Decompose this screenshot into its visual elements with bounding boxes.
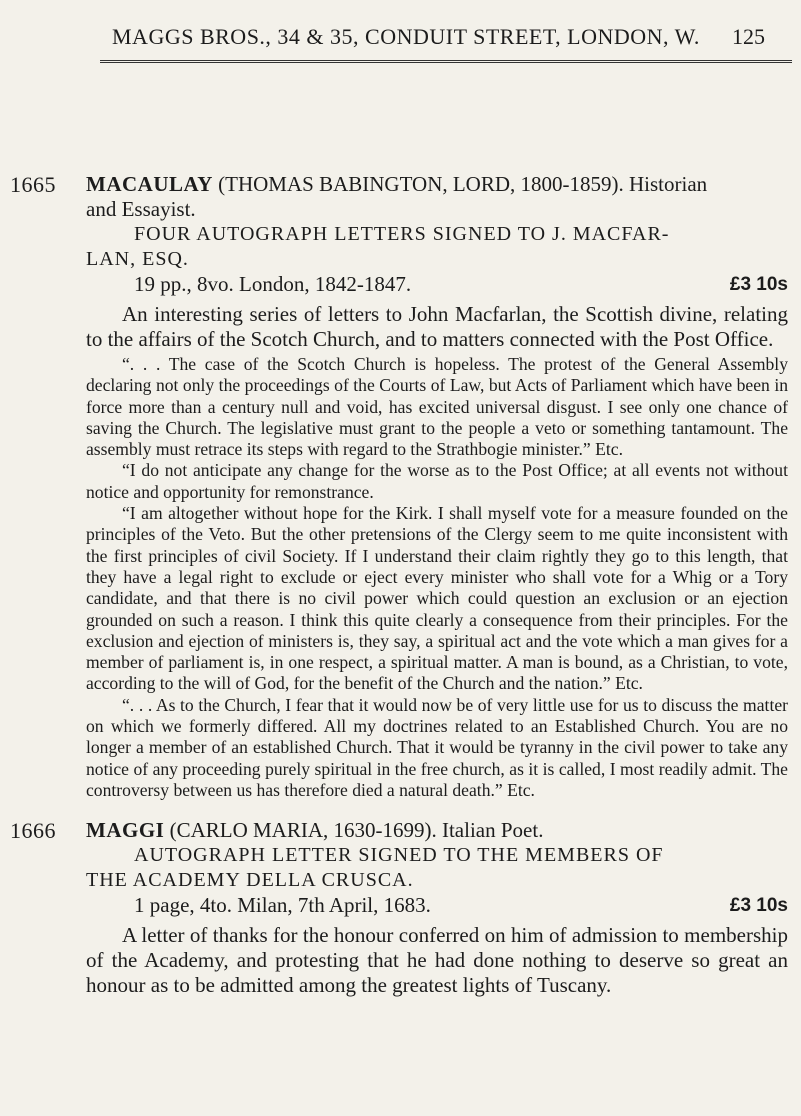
author-line (86, 818, 788, 843)
author-name: MAGGI (86, 818, 165, 842)
author-name: MACAULAY (86, 172, 213, 196)
item-title-line-2: LAN, ESQ. (86, 248, 189, 270)
item-details: 1 page, 4to. Milan, 7th April, 1683. (134, 893, 431, 917)
description-text: An interesting series of letters to John Macfarlan, the Scottish divine, relating to the affairs of the Scotch Church, and to matters connected with the Post Office. (86, 302, 788, 351)
header-title: MAGGS BROS., 34 & 35, CONDUIT STREET, LONDON, W. (112, 24, 700, 49)
details-row (86, 893, 788, 921)
entry-body (86, 818, 788, 998)
entry-body (86, 172, 788, 801)
item-description (86, 302, 788, 352)
description-text: A letter of thanks for the honour conferred on him of admission to membership of the Academy, and protesting that he had done nothing to deserve so great an honour as to be admitted among the greatest lights of Tuscany. (86, 923, 788, 997)
item-details: 19 pp., 8vo. London, 1842-1847. (134, 272, 412, 296)
item-price: £3 10s (729, 274, 788, 295)
details-row (86, 272, 788, 300)
quote-paragraph: “I do not anticipate any change for the worse as to the Post Office; at all events not without notice and opportunity for remonstrance. (86, 460, 788, 502)
author-details: (CARLO MARIA, 1630-1699). Italian Poet. (169, 818, 544, 842)
item-title-line-1: FOUR AUTOGRAPH LETTERS SIGNED TO J. MACFAR- (134, 223, 670, 245)
quote-paragraph: “. . . As to the Church, I fear that it would now be of very little use for us to discuss the matter on which we formerly differed. All my doctrines related to an Established Church. You are no longer a member of an established Church. That it would be tyranny in the civil power to take any notice of any proceeding purely spiritual in the free church, as it is called, I most readily admit. The controversy between us has therefore died a natural death.” Etc. (86, 694, 788, 800)
quote-paragraph: “I am altogether without hope for the Kirk. I shall myself vote for a measure founded on the principles of the Veto. But the other pretensions of the Clergy seem to me quite inconsistent with the first principles of civil Society. If I understand their claim rightly they go to this length, that they have a legal right to exclude or eject every minister who shall vote for a Whig or a Tory candidate, and that there is no civil power which could question an exclusion or an ejection grounded on such a reason. I think this quite clearly a consequence from their principles. For the exclusion and ejection of ministers is, they say, a spiritual act and the vote which a man gives for a member of parliament is, in one respect, a spiritual matter. A man is bound, as a Christian, to vote, according to the will of God, for the benefit of the Church and the nation.” Etc. (86, 503, 788, 694)
author-details: (THOMAS BABINGTON, LORD, 1800-1859). Historian (218, 172, 708, 196)
author-line (86, 172, 788, 197)
entry-number: 1665 (10, 172, 56, 197)
item-price: £3 10s (729, 895, 788, 916)
header-rule (100, 60, 792, 63)
item-title-line-1: AUTOGRAPH LETTER SIGNED TO THE MEMBERS OF (134, 844, 664, 866)
page-number: 125 (732, 24, 765, 49)
page-header (0, 24, 801, 58)
item-description (86, 923, 788, 998)
entry-number: 1666 (10, 818, 56, 843)
author-line-2: and Essayist. (86, 197, 196, 221)
item-title-line-2: THE ACADEMY DELLA CRUSCA. (86, 869, 414, 891)
quoted-extracts (86, 354, 788, 801)
quote-paragraph: “. . . The case of the Scotch Church is hopeless. The protest of the General Assembly declaring not only the proceedings of the Courts of Law, but Acts of Parliament which have been in force more than a century null and void, has excited universal disgust. I see only one chance of saving the Church. The legislative must grant to the people a veto or something tantamount. The assembly must retrace its steps with regard to the Strathbogie minister.” Etc. (86, 354, 788, 460)
